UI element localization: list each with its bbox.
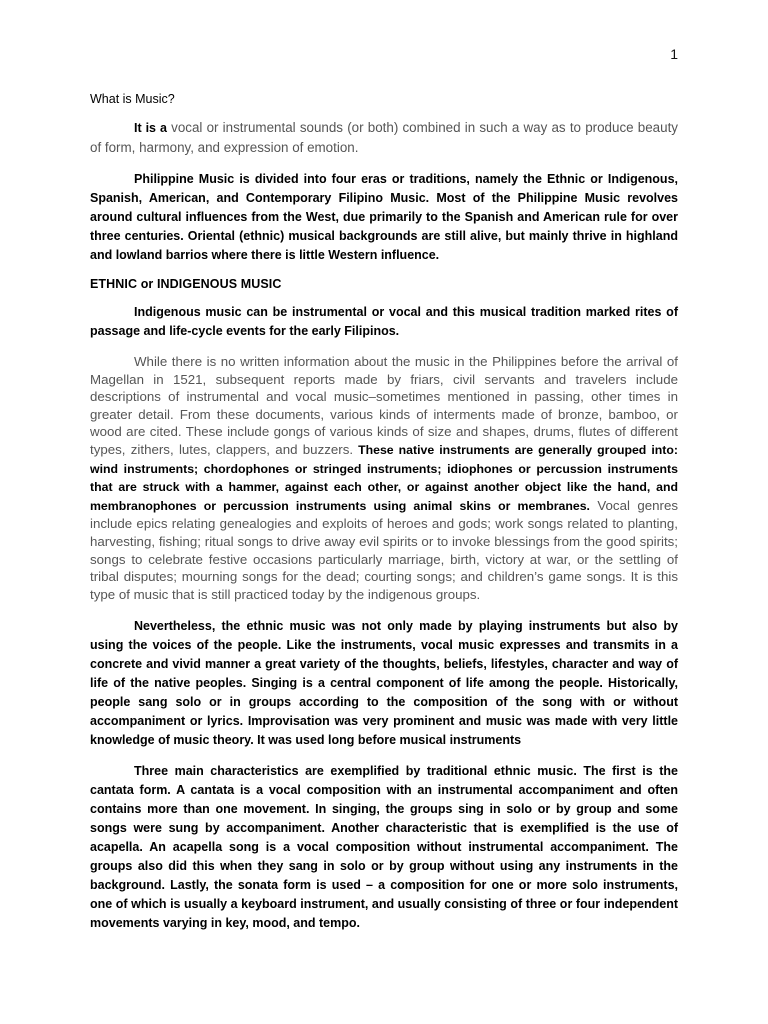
paragraph-characteristics: Three main characteristics are exemplified by traditional ethnic music. The first is the cantata form. A cantata is a vocal composition with an instrumental accompaniment and often contains more than one movement. In singing, the groups sing in solo or by group and some songs were sung by accompaniment. Another characteristic that is exemplified is the use of acapella. An acapella song is a vocal composition without instrumental accompaniment. The groups also did this when they sang in solo or by group without using any instruments in the background. Lastly, the sonata form is used – a composition for one or more solo instruments, one of which is usually a keyboard instrument, and usually consisting of three or four independent movements varying in key, mood, and tempo. bbox=[90, 764, 678, 931]
paragraph-vocal-music: Nevertheless, the ethnic music was not only made by playing instruments but also by using the voices of the people. Like the instruments, vocal music expresses and transmits in a concrete and vivid manner a great variety of the thoughts, beliefs, lifestyles, character and way of life of the native peoples. Singing is a central component of life among the people. Historically, people sang solo or in groups according to the composition of the song with or without accompaniment or lyrics. Improvisation was very prominent and music was made with very little knowledge of music theory. It was used long before musical instruments bbox=[90, 619, 678, 748]
page-number: 1 bbox=[670, 46, 678, 62]
heading-ethnic-music: ETHNIC or INDIGENOUS MUSIC bbox=[90, 277, 282, 291]
paragraph-philippine-music: Philippine Music is divided into four eras or traditions, namely the Ethnic or Indigenous, Spanish, American, and Contemporary Filipino Music. Most of the Philippine Music revolves around cultural influences from the West, due primarily to the Spanish and American rule for over three centuries. Oriental (ethnic) musical backgrounds are still alive, but mainly thrive in highland and lowland barrios where there is little Western influence. bbox=[90, 172, 678, 262]
document-body bbox=[90, 92, 678, 945]
paragraph-instruments-part2: These native instruments are generally grouped into: wind instruments; chordophones or stringed instruments; idiophones or percussion instruments that are struck with a hammer, against each other, or against another object like the hand, and membranophones or percussion instruments using animal skins or membranes. bbox=[90, 442, 678, 513]
paragraph-definition-lead: It is a bbox=[134, 121, 167, 135]
paragraph-instruments bbox=[90, 353, 678, 603]
paragraph-definition bbox=[90, 118, 678, 158]
heading-what-is-music: What is Music? bbox=[90, 92, 175, 106]
paragraph-instruments-part1: While there is no written information about the music in the Philippines before the arrival of Magellan in 1521, subsequent reports made by friars, civil servants and travelers include descriptions of instrumental and vocal music–sometimes mentioned in passing, other times in greater detail. From these documents, various kinds of interments made of bronze, bamboo, or wood are cited. These include gongs of various kinds of size and shapes, drums, flutes of different types, zithers, lutes, clappers, and buzzers. bbox=[90, 354, 678, 457]
paragraph-instruments-part3: Vocal genres include epics relating genealogies and exploits of heroes and gods; work songs related to planting, harvesting, fishing; ritual songs to drive away evil spirits or to invoke blessings from the good spirits; songs to celebrate festive occasions particularly marriage, birth, victory at war, or the settling of tribal disputes; mourning songs for the dead; courting songs; and children’s game songs. It is this type of music that is still practiced today by the indigenous groups. bbox=[90, 497, 678, 602]
paragraph-indigenous-intro: Indigenous music can be instrumental or vocal and this musical tradition marked rites of passage and life-cycle events for the early Filipinos. bbox=[90, 305, 678, 338]
paragraph-definition-text: vocal or instrumental sounds (or both) combined in such a way as to produce beauty of form, harmony, and expression of emotion. bbox=[90, 120, 678, 155]
